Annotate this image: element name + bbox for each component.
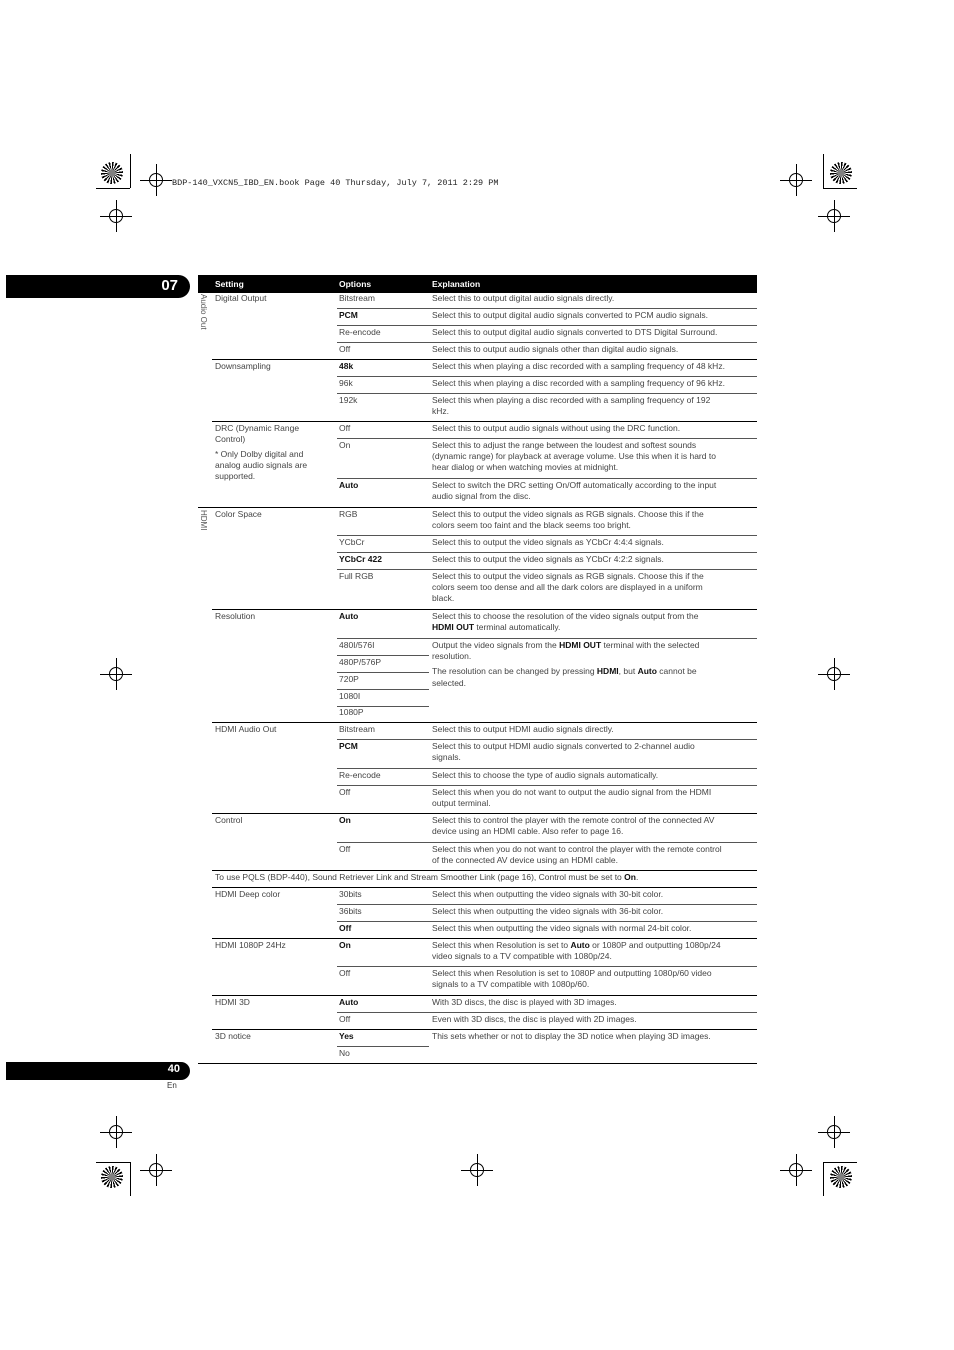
- registration-crosshair-icon: [818, 1116, 850, 1148]
- option-full-rgb: Full RGB: [339, 571, 374, 581]
- setting-hdmi-3d: HDMI 3D: [215, 997, 250, 1007]
- row-divider: [337, 1046, 429, 1047]
- explanation: Select this when playing a disc recorded with a sampling frequency of 48 kHz.: [432, 361, 725, 371]
- row-divider: [337, 768, 757, 769]
- explanation: Select to switch the DRC setting On/Off automatically according to the input: [432, 480, 717, 490]
- explanation-emphasis: HDMI: [596, 666, 619, 676]
- row-divider: [337, 535, 757, 536]
- explanation-text: , but: [618, 666, 638, 676]
- explanation-emphasis: Auto: [570, 940, 590, 950]
- explanation: resolution.: [432, 651, 472, 661]
- registration-crosshair-icon: [100, 658, 132, 690]
- explanation: Select this when Resolution is set to 1080P and outputting 1080p/60 video: [432, 968, 712, 978]
- section-divider: [198, 507, 757, 508]
- option-off: Off: [339, 423, 351, 433]
- explanation: kHz.: [432, 406, 449, 416]
- page-number-tab: [6, 1062, 190, 1080]
- row-divider: [337, 785, 757, 786]
- explanation: Select this to output HDMI audio signals directly.: [432, 724, 614, 734]
- crop-mark: [823, 154, 824, 188]
- explanation: Select this to choose the resolution of the video signals output from the: [432, 611, 699, 621]
- registration-crosshair-icon: [100, 1116, 132, 1148]
- explanation: audio signal from the disc.: [432, 491, 531, 501]
- setting-digital-output: Digital Output: [215, 293, 267, 303]
- explanation: Select this to control the player with the remote control of the connected AV: [432, 815, 715, 825]
- row-divider: [337, 376, 757, 377]
- setting-hdmi-audio-out: HDMI Audio Out: [215, 724, 277, 734]
- explanation: colors seem too faint and the black seems too bright.: [432, 520, 631, 530]
- setting-divider: [212, 995, 757, 996]
- explanation: Select this to output digital audio signals converted to PCM audio signals.: [432, 310, 708, 320]
- option-pcm: PCM: [339, 741, 358, 751]
- explanation-text: The resolution can be changed by pressing: [432, 666, 597, 676]
- crop-mark: [823, 1162, 857, 1163]
- row-divider: [337, 921, 757, 922]
- option-rgb: RGB: [339, 509, 358, 519]
- option-720p: 720P: [339, 674, 359, 684]
- registration-crosshair-icon: [461, 1154, 493, 1186]
- explanation: Select this to adjust the range between the loudest and softest sounds: [432, 440, 697, 450]
- explanation-text: Output the video signals from the: [432, 640, 560, 650]
- crop-mark: [823, 188, 857, 189]
- header-setting: Setting: [215, 275, 244, 293]
- explanation: With 3D discs, the disc is played with 3D images.: [432, 997, 617, 1007]
- header-options: Options: [339, 275, 371, 293]
- option-pcm: PCM: [339, 310, 358, 320]
- explanation: Select this when outputting the video signals with normal 24-bit color.: [432, 923, 692, 933]
- row-divider: [337, 393, 757, 394]
- setting-divider: [212, 887, 757, 888]
- registration-star-icon: [101, 162, 123, 184]
- setting-divider: [212, 609, 757, 610]
- option-on: On: [339, 940, 351, 950]
- option-1080p: 1080P: [339, 707, 364, 717]
- setting-downsampling: Downsampling: [215, 361, 271, 371]
- explanation: Select this when you do not want to output the audio signal from the HDMI: [432, 787, 712, 797]
- explanation: Select this to output digital audio signals converted to DTS Digital Surround.: [432, 327, 718, 337]
- header-explanation: Explanation: [432, 275, 480, 293]
- option-30bits: 30bits: [339, 889, 362, 899]
- row-divider: [337, 672, 429, 673]
- row-divider: [337, 638, 757, 639]
- setting-divider: [212, 938, 757, 939]
- setting-divider: [212, 870, 757, 871]
- setting-divider: [212, 421, 757, 422]
- option-on: On: [339, 440, 351, 450]
- option-36bits: 36bits: [339, 906, 362, 916]
- page-language: En: [167, 1081, 177, 1090]
- registration-crosshair-icon: [818, 200, 850, 232]
- explanation: signals.: [432, 752, 461, 762]
- option-on: On: [339, 815, 351, 825]
- explanation: Select this to output audio signals other than digital audio signals.: [432, 344, 679, 354]
- setting-divider: [212, 813, 757, 814]
- explanation: [432, 666, 697, 678]
- registration-crosshair-icon: [140, 164, 172, 196]
- row-divider: [337, 966, 757, 967]
- explanation: This sets whether or not to display the 3D notice when playing 3D images.: [432, 1031, 711, 1041]
- option-96k: 96k: [339, 378, 353, 388]
- row-divider: [337, 438, 757, 439]
- explanation: selected.: [432, 678, 467, 688]
- explanation: Select this to output the video signals as RGB signals. Choose this if the: [432, 509, 704, 519]
- explanation: [432, 640, 699, 652]
- note-text: .: [635, 872, 639, 882]
- table-bottom-border: [198, 1063, 757, 1064]
- explanation: Select this to output the video signals as YCbCr 4:4:4 signals.: [432, 537, 664, 547]
- option-yes: Yes: [339, 1031, 354, 1041]
- note-text: To use PQLS (BDP-440), Sound Retriever Link and Stream Smoother Link (page 16), Control must be set to: [215, 872, 625, 882]
- explanation: of the connected AV device using an HDMI cable.: [432, 855, 619, 865]
- option-bitstream: Bitstream: [339, 724, 375, 734]
- row-divider: [337, 478, 757, 479]
- crop-mark: [823, 1162, 824, 1196]
- explanation: signals to a TV compatible with 1080p/60.: [432, 979, 590, 989]
- explanation: device using an HDMI cable. Also refer to page 16.: [432, 826, 624, 836]
- explanation: Select this to choose the type of audio signals automatically.: [432, 770, 659, 780]
- explanation: Select this when outputting the video signals with 30-bit color.: [432, 889, 664, 899]
- setting-control: Control: [215, 815, 243, 825]
- explanation: [432, 940, 721, 952]
- explanation: Select this when playing a disc recorded with a sampling frequency of 192: [432, 395, 711, 405]
- option-ycbcr: YCbCr: [339, 537, 365, 547]
- row-divider: [337, 842, 757, 843]
- explanation: [432, 622, 560, 634]
- option-off: Off: [339, 344, 351, 354]
- explanation-emphasis: Auto: [637, 666, 657, 676]
- option-auto: Auto: [339, 480, 359, 490]
- row-divider: [337, 1012, 757, 1013]
- section-label-audio-out: Audio Out: [199, 294, 208, 330]
- setting-drc: DRC (Dynamic Range: [215, 423, 300, 433]
- row-divider: [337, 904, 757, 905]
- explanation: Select this to output digital audio signals directly.: [432, 293, 615, 303]
- registration-star-icon: [830, 1166, 852, 1188]
- explanation-text: Select this when Resolution is set to: [432, 940, 571, 950]
- setting-note: supported.: [215, 471, 256, 481]
- option-no: No: [339, 1048, 350, 1058]
- explanation: colors seem too dense and all the dark colors are displayed in a uniform: [432, 582, 703, 592]
- section-label-hdmi: HDMI: [199, 510, 208, 531]
- option-480i: 480I/576I: [339, 640, 375, 650]
- page-number: 40: [167, 1063, 180, 1075]
- registration-crosshair-icon: [780, 1154, 812, 1186]
- option-reencode: Re-encode: [339, 327, 381, 337]
- option-off: Off: [339, 1014, 351, 1024]
- option-48k: 48k: [339, 361, 354, 371]
- crop-mark: [96, 188, 130, 189]
- option-1080i: 1080I: [339, 691, 361, 701]
- row-divider: [337, 739, 757, 740]
- setting-divider: [212, 722, 757, 723]
- explanation-text: terminal automatically.: [474, 622, 561, 632]
- setting-resolution: Resolution: [215, 611, 256, 621]
- setting-hdmi-deep-color: HDMI Deep color: [215, 889, 281, 899]
- crop-mark: [130, 1162, 131, 1196]
- print-header-note: BDP-140_VXCN5_IBD_EN.book Page 40 Thursday, July 7, 2011 2:29 PM: [172, 178, 499, 188]
- row-divider: [337, 552, 757, 553]
- row-divider: [337, 308, 757, 309]
- registration-star-icon: [101, 1166, 123, 1188]
- explanation: Select this to output HDMI audio signals converted to 2-channel audio: [432, 741, 695, 751]
- setting-3d-notice: 3D notice: [215, 1031, 251, 1041]
- row-divider: [337, 569, 757, 570]
- note-emphasis: On: [624, 872, 636, 882]
- registration-crosshair-icon: [140, 1154, 172, 1186]
- explanation: Select this when you do not want to control the player with the remote control: [432, 844, 722, 854]
- setting-note: * Only Dolby digital and: [215, 449, 304, 459]
- explanation: Select this to output the video signals as YCbCr 4:2:2 signals.: [432, 554, 664, 564]
- explanation: hear dialog or when watching movies at midnight.: [432, 462, 619, 472]
- explanation: Select this to output the video signals as RGB signals. Choose this if the: [432, 571, 704, 581]
- option-off: Off: [339, 923, 352, 933]
- row-divider: [337, 342, 757, 343]
- registration-crosshair-icon: [100, 200, 132, 232]
- row-divider: [337, 689, 429, 690]
- pqls-note: [215, 872, 638, 884]
- setting-drc: Control): [215, 434, 246, 444]
- explanation: Even with 3D discs, the disc is played with 2D images.: [432, 1014, 637, 1024]
- explanation: black.: [432, 593, 455, 603]
- setting-color-space: Color Space: [215, 509, 262, 519]
- option-bitstream: Bitstream: [339, 293, 375, 303]
- explanation: Select this when outputting the video signals with 36-bit color.: [432, 906, 664, 916]
- option-ycbcr-422: YCbCr 422: [339, 554, 382, 564]
- explanation-text: or 1080P and outputting 1080p/24: [589, 940, 721, 950]
- explanation-emphasis: HDMI OUT: [559, 640, 602, 650]
- chapter-number: 07: [161, 277, 178, 294]
- setting-divider: [212, 1029, 757, 1030]
- setting-note: analog audio signals are: [215, 460, 308, 470]
- option-off: Off: [339, 844, 351, 854]
- registration-crosshair-icon: [780, 164, 812, 196]
- row-divider: [337, 655, 429, 656]
- option-off: Off: [339, 787, 351, 797]
- option-auto: Auto: [339, 611, 359, 621]
- crop-mark: [96, 1162, 130, 1163]
- option-reencode: Re-encode: [339, 770, 381, 780]
- explanation-text: cannot be: [656, 666, 697, 676]
- crop-mark: [130, 154, 131, 188]
- option-480p: 480P/576P: [339, 657, 382, 667]
- explanation: Select this to output audio signals without using the DRC function.: [432, 423, 681, 433]
- option-off: Off: [339, 968, 351, 978]
- explanation-text: terminal with the selected: [601, 640, 700, 650]
- registration-crosshair-icon: [818, 658, 850, 690]
- setting-divider: [212, 359, 757, 360]
- option-192k: 192k: [339, 395, 358, 405]
- explanation-emphasis: HDMI OUT: [432, 622, 475, 632]
- chapter-tab: [6, 275, 190, 298]
- option-auto: Auto: [339, 997, 359, 1007]
- explanation: (dynamic range) for playback at average volume. Use this when it is hard to: [432, 451, 716, 461]
- registration-star-icon: [830, 162, 852, 184]
- setting-hdmi-1080p-24hz: HDMI 1080P 24Hz: [215, 940, 286, 950]
- explanation: Select this when playing a disc recorded with a sampling frequency of 96 kHz.: [432, 378, 725, 388]
- row-divider: [337, 325, 757, 326]
- explanation: video signals to a TV compatible with 1080p/24.: [432, 951, 612, 961]
- explanation: output terminal.: [432, 798, 491, 808]
